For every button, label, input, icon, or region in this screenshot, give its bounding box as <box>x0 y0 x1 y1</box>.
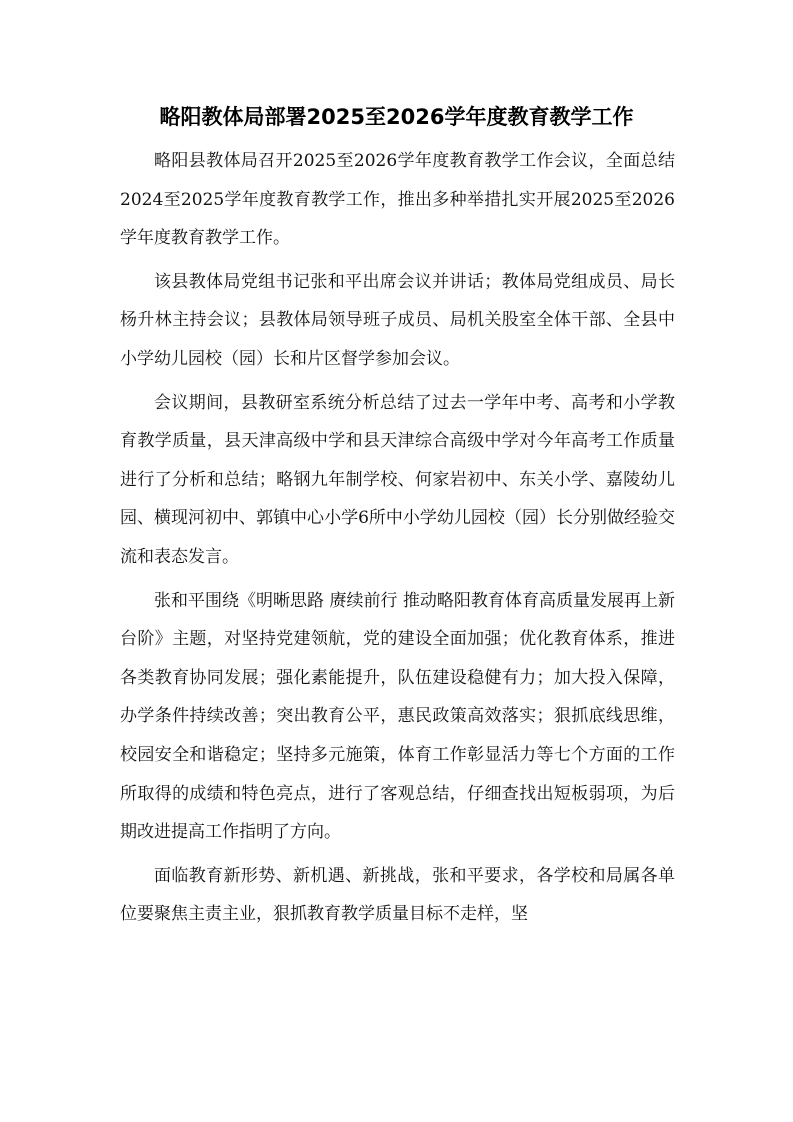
paragraph-5: 面临教育新形势、新机遇、新挑战，张和平要求，各学校和局属各单位要聚焦主责主业，狠抓教育教学质量目标不走样，坚 <box>120 865 675 925</box>
paragraph-3: 会议期间，县教研室系统分析总结了过去一学年中考、高考和小学教育教学质量，县天津高级中学和县天津综合高级中学对今年高考工作质量进行了分析和总结；略钢九年制学校、何家岩初中、东关小学、嘉陵幼儿园、横现河初中、郭镇中心小学6所中小学幼儿园校（园）长分别做经验交流和表态发言。 <box>120 392 675 567</box>
paragraph-1: 略阳县教体局召开2025至2026学年度教育教学工作会议，全面总结2024至2025学年度教育教学工作，推出多种举措扎实开展2025至2026学年度教育教学工作。 <box>120 151 675 249</box>
paragraph-4: 张和平围绕《明晰思路 赓续前行 推动略阳教育体育高质量发展再上新台阶》主题，对坚持党建领航，党的建设全面加强；优化教育体系，推进各类教育协同发展；强化素能提升，队伍建设稳健有力；加大投入保障，办学条件持续改善；突出教育公平，惠民政策高效落实；狠抓底线思维，校园安全和谐稳定；坚持多元施策，体育工作彰显活力等七个方面的工作所取得的成绩和特色亮点，进行了客观总结，仔细查找出短板弱项，为后期改进提高工作指明了方向。 <box>120 590 675 843</box>
paragraph-2: 该县教体局党组书记张和平出席会议并讲话；教体局党组成员、局长杨升林主持会议；县教体局领导班子成员、局机关股室全体干部、全县中小学幼儿园校（园）长和片区督学参加会议。 <box>120 271 675 369</box>
article-title: 略阳教体局部署2025至2026学年度教育教学工作 <box>159 105 634 129</box>
article-body <box>120 142 675 939</box>
